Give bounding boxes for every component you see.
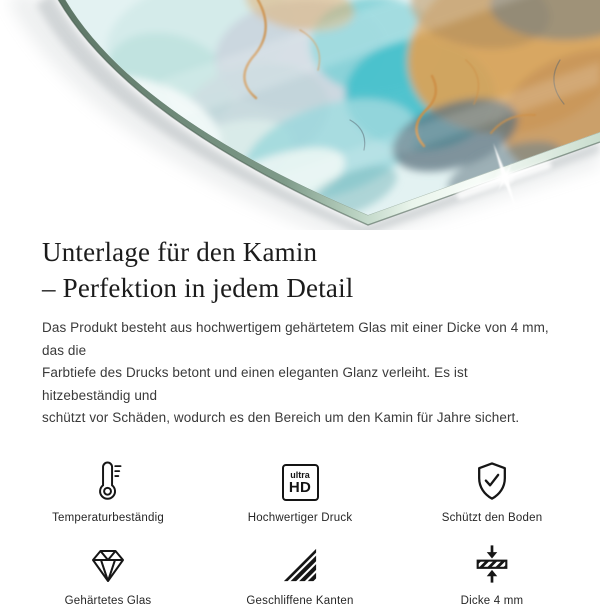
feature-label: Temperaturbeständig — [52, 511, 164, 524]
polished-edges-icon — [279, 544, 321, 586]
description-line: Das Produkt besteht aus hochwertigem gehärtetem Glas mit einer Dicke von 4 mm, das die — [42, 320, 549, 358]
feature-high-quality-print — [204, 457, 396, 524]
ultra-hd-icon-text-big: HD — [288, 478, 312, 496]
feature-label: Hochwertiger Druck — [247, 511, 353, 524]
hero-image — [0, 0, 600, 230]
feature-label: Dicke 4 mm — [460, 594, 524, 607]
page-title-line2: – Perfektion in jedem Detail — [42, 273, 354, 303]
diamond-icon — [86, 546, 130, 586]
product-description — [42, 317, 560, 430]
feature-protects-floor — [396, 457, 588, 524]
feature-temperature-resistant — [12, 457, 204, 524]
feature-label: Geschliffene Kanten — [246, 594, 354, 607]
description-line: Farbtiefe des Drucks betont und einen eleganten Glanz verleiht. Es ist hitzebeständig und — [42, 365, 468, 403]
shield-check-icon — [473, 461, 511, 503]
feature-label: Gehärtetes Glas — [64, 594, 152, 607]
ultra-hd-icon-text-small: ultra — [290, 469, 310, 480]
description-line: schützt vor Schäden, wodurch es den Bereich um den Kamin für Jahre sichert. — [42, 410, 520, 425]
feature-tempered-glass — [12, 540, 204, 607]
page-title — [42, 234, 560, 306]
thickness-arrows-icon — [471, 542, 513, 586]
feature-label: Schützt den Boden — [441, 511, 543, 524]
ultra-hd-icon — [282, 464, 319, 501]
feature-thickness-4mm — [396, 540, 588, 607]
page-title-line1: Unterlage für den Kamin — [42, 237, 318, 267]
feature-grid — [12, 457, 588, 607]
feature-polished-edges — [204, 540, 396, 607]
glass-panel-photo — [0, 0, 600, 230]
thermometer-icon — [90, 459, 126, 503]
